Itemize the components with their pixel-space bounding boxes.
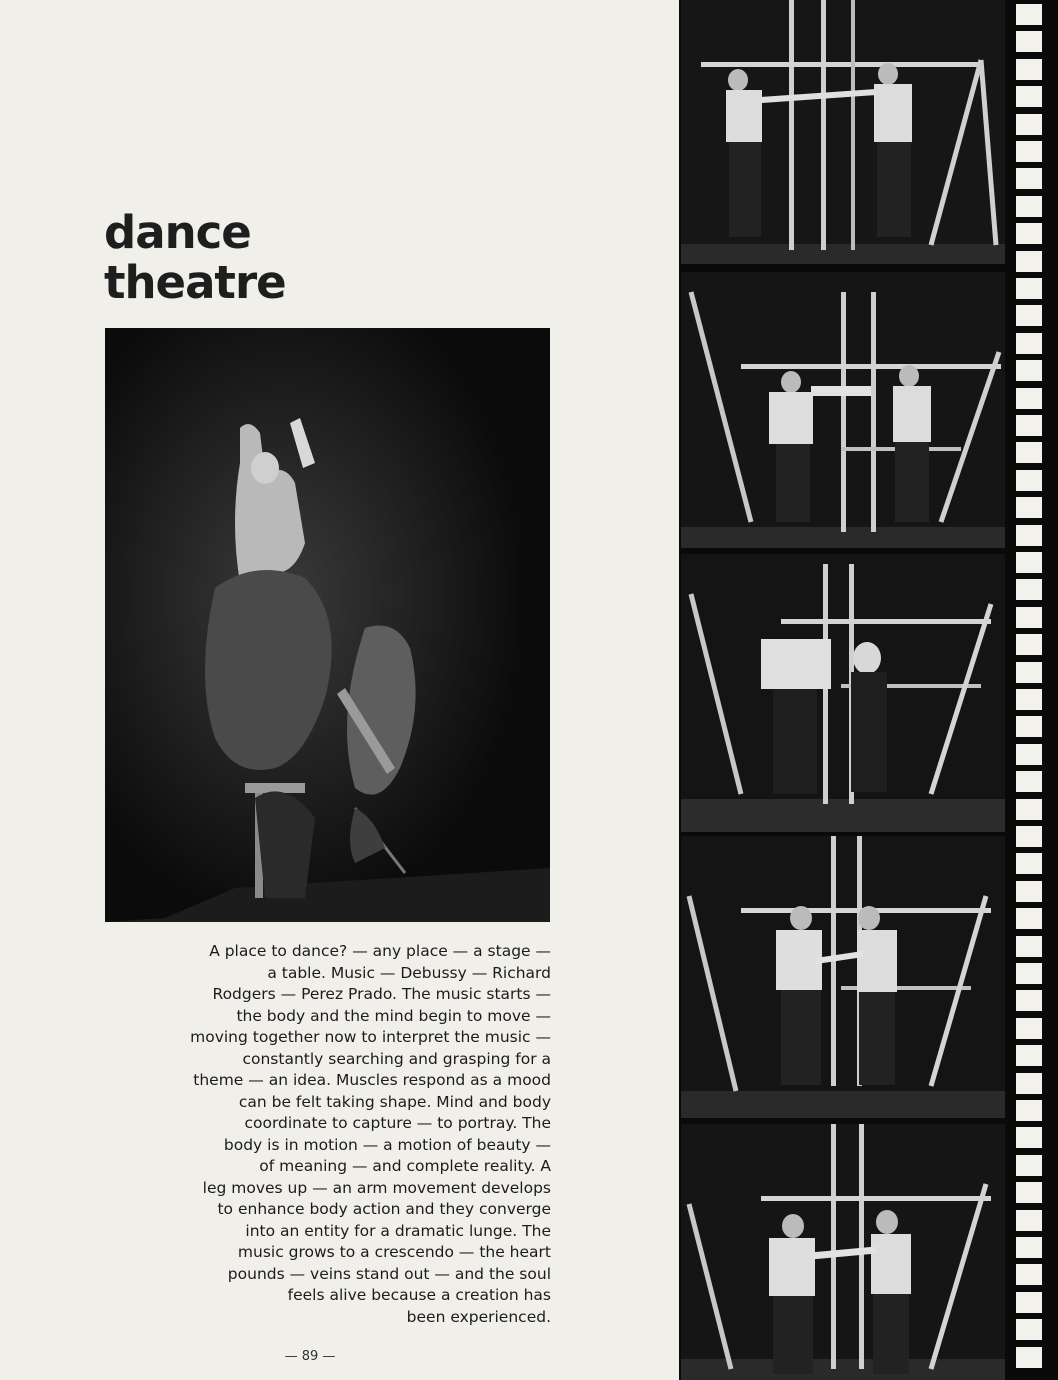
sprocket-hole <box>1016 525 1042 546</box>
sprocket-hole <box>1016 689 1042 710</box>
film-frame-3 <box>681 554 1005 832</box>
sprocket-hole <box>1016 634 1042 655</box>
page-title <box>104 208 404 308</box>
body-line-12: leg moves up — an arm movement develops <box>202 1178 551 1197</box>
sprocket-hole <box>1016 1018 1042 1039</box>
sprocket-hole <box>1016 442 1042 463</box>
film-strip <box>679 0 1058 1380</box>
film-sprocket-holes <box>1010 0 1050 1380</box>
sprocket-hole <box>1016 744 1042 765</box>
body-line-15: music grows to a crescendo — the heart <box>237 1243 551 1261</box>
film-frame-1 <box>681 0 1005 264</box>
sprocket-hole <box>1016 552 1042 573</box>
page-number: — 89 — <box>284 1349 336 1364</box>
body-line-3: Rodgers — Perez Prado. The music starts — <box>212 985 551 1003</box>
sprocket-hole <box>1016 1292 1042 1313</box>
sprocket-hole <box>1016 1045 1042 1066</box>
sprocket-hole <box>1016 579 1042 600</box>
sprocket-hole <box>1016 1127 1042 1148</box>
sprocket-hole <box>1016 333 1042 354</box>
body-line-8: can be felt taking shape. Mind and body <box>238 1092 551 1111</box>
sprocket-hole <box>1016 4 1042 25</box>
sprocket-hole <box>1016 1210 1042 1231</box>
sprocket-hole <box>1016 168 1042 189</box>
body-line-13: to enhance body action and they converge <box>217 1200 551 1218</box>
sprocket-hole <box>1016 114 1042 135</box>
sprocket-hole <box>1016 1237 1042 1258</box>
body-line-17: feels alive because a creation has <box>287 1286 551 1304</box>
sprocket-hole <box>1016 1264 1042 1285</box>
body-line-1: A place to dance? — any place — a stage — <box>209 942 551 960</box>
sprocket-hole <box>1016 881 1042 902</box>
sprocket-hole <box>1016 278 1042 299</box>
body-paragraph <box>120 941 551 1328</box>
sprocket-hole <box>1016 251 1042 272</box>
sprocket-hole <box>1016 470 1042 491</box>
sprocket-hole <box>1016 1073 1042 1094</box>
body-line-11: of meaning — and complete reality. A <box>259 1157 551 1175</box>
sprocket-hole <box>1016 826 1042 847</box>
sprocket-hole <box>1016 662 1042 683</box>
sprocket-hole <box>1016 1319 1042 1340</box>
title-line-1: dance <box>104 206 251 259</box>
sprocket-hole <box>1016 908 1042 929</box>
sprocket-hole <box>1016 936 1042 957</box>
body-line-10: body is in motion — a motion of beauty — <box>223 1135 551 1154</box>
body-line-14: into an entity for a dramatic lunge. The <box>245 1221 551 1240</box>
body-line-16: pounds — veins stand out — and the soul <box>227 1264 551 1283</box>
sprocket-hole <box>1016 59 1042 80</box>
body-line-7: theme — an idea. Muscles respond as a mood <box>193 1071 551 1089</box>
sprocket-hole <box>1016 415 1042 436</box>
sprocket-hole <box>1016 141 1042 162</box>
film-frame-2 <box>681 272 1005 548</box>
body-line-5: moving together now to interpret the music — <box>190 1028 551 1046</box>
sprocket-hole <box>1016 86 1042 107</box>
sprocket-hole <box>1016 716 1042 737</box>
main-dance-photo <box>105 328 550 922</box>
body-line-2: a table. Music — Debussy — Richard <box>267 963 551 982</box>
film-frame-5 <box>681 1124 1005 1380</box>
sprocket-hole <box>1016 360 1042 381</box>
sprocket-hole <box>1016 853 1042 874</box>
body-line-4: the body and the mind begin to move — <box>236 1006 551 1025</box>
title-line-2: theatre <box>104 256 286 309</box>
sprocket-hole <box>1016 990 1042 1011</box>
sprocket-hole <box>1016 196 1042 217</box>
sprocket-hole <box>1016 305 1042 326</box>
sprocket-hole <box>1016 607 1042 628</box>
sprocket-hole <box>1016 799 1042 820</box>
sprocket-hole <box>1016 963 1042 984</box>
sprocket-hole <box>1016 771 1042 792</box>
sprocket-hole <box>1016 1347 1042 1368</box>
sprocket-hole <box>1016 1182 1042 1203</box>
sprocket-hole <box>1016 1100 1042 1121</box>
sprocket-hole <box>1016 388 1042 409</box>
sprocket-hole <box>1016 31 1042 52</box>
sprocket-hole <box>1016 1155 1042 1176</box>
sprocket-hole <box>1016 223 1042 244</box>
sprocket-hole <box>1016 497 1042 518</box>
body-line-6: constantly searching and grasping for a <box>242 1049 551 1068</box>
body-line-18: been experienced. <box>406 1307 551 1326</box>
body-line-9: coordinate to capture — to portray. The <box>244 1114 551 1132</box>
film-frame-4 <box>681 836 1005 1118</box>
